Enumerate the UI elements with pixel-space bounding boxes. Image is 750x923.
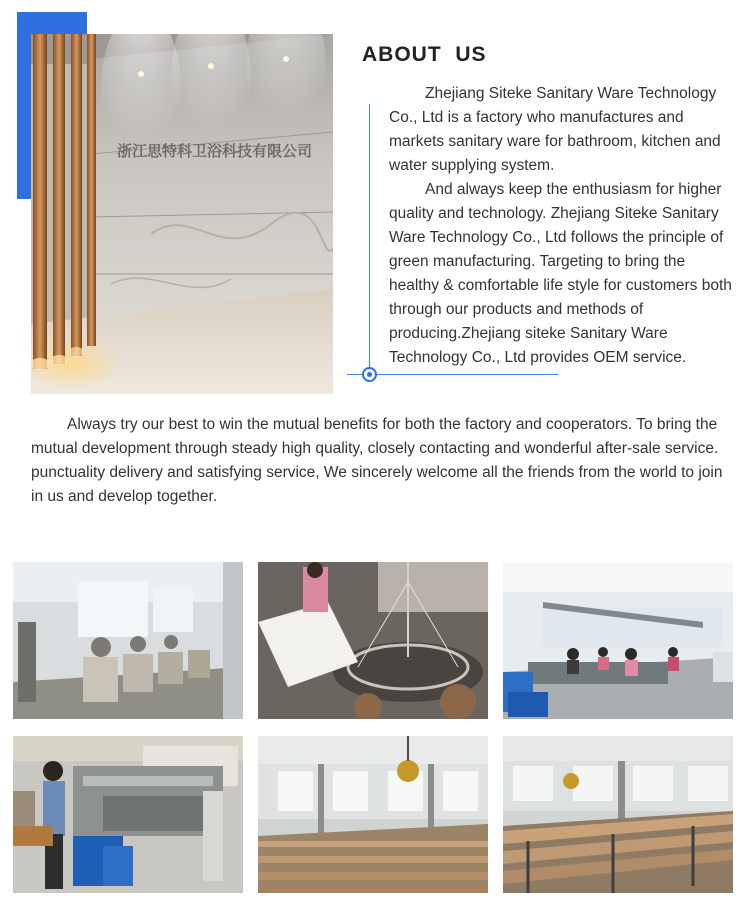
factory-photo-winding-machines xyxy=(13,562,243,719)
mutual-benefits-paragraph: Always try our best to win the mutual benefits for both the factory and cooperators. To bring the mutual development through steady high quality, closely contacting and wonderful after-sale service. punctuality delivery and satisfying service, We sincerely welcome all the friends from the world to join in us and develop together. xyxy=(31,416,723,505)
wall-sign-text: 浙江思特科卫浴科技有限公司 xyxy=(117,142,313,160)
factory-photo-worker-machine xyxy=(13,736,243,893)
about-us-title: ABOUT US xyxy=(362,43,487,66)
about-us-body xyxy=(389,82,735,370)
reception-photo xyxy=(31,34,333,394)
timeline-horizontal-line xyxy=(347,374,558,375)
timeline-vertical-line xyxy=(369,104,370,376)
about-paragraph: And always keep the enthusiasm for higher quality and technology. Zhejiang Siteke Sanitary Ware Technology Co., Ltd follows the principle of green manufacturing. Targeting to bring the healthy & comfortable life style for customers both through our products and methods of producing.Zhejiang siteke Sanitary Ware Technology Co., Ltd provides OEM service. xyxy=(389,181,732,366)
factory-photo-tube-racks xyxy=(503,736,733,893)
timeline-node-icon xyxy=(362,367,377,382)
factory-photo-braiding-machine xyxy=(258,562,488,719)
factory-photo-workshop-hall xyxy=(258,736,488,893)
about-paragraph: Zhejiang Siteke Sanitary Ware Technology Co., Ltd is a factory who manufactures and markets sanitary ware for bathroom, kitchen and water supplying system. xyxy=(389,85,721,174)
factory-photo-assembly-line xyxy=(503,562,733,719)
factory-photo-grid xyxy=(13,562,734,893)
